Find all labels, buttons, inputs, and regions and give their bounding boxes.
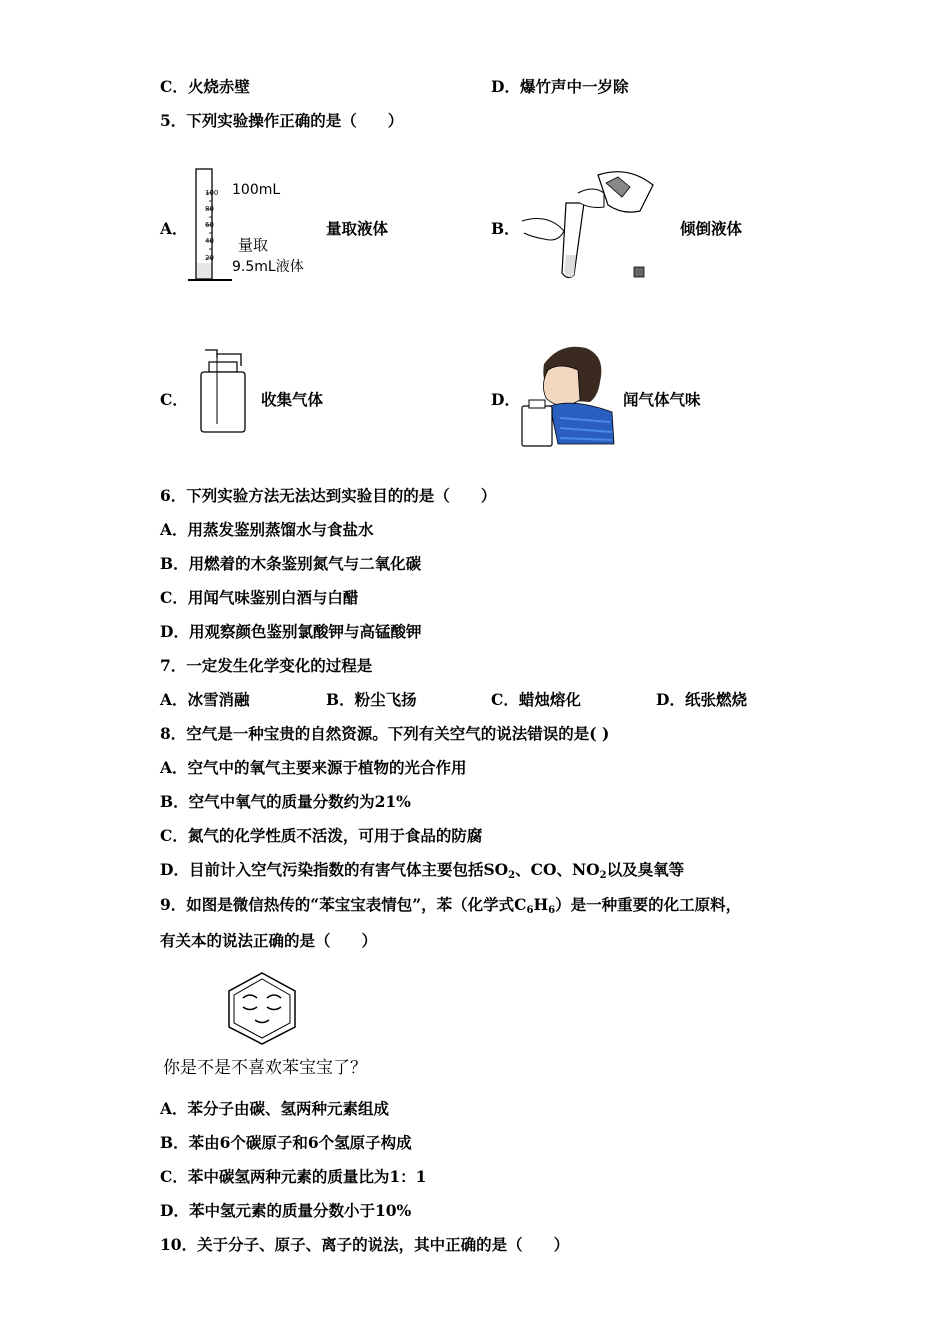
q8-option-b: B．空气中氧气的质量分数约为21% <box>160 792 411 811</box>
q9-emoji-caption: 你是不是不喜欢苯宝宝了？ <box>163 1058 367 1078</box>
q8-d-prefix: D．目前计入空气污染指数的有害气体主要包括SO <box>160 860 509 879</box>
q8-stem: 8．空气是一种宝贵的自然资源。下列有关空气的说法错误的是( ) <box>160 724 610 743</box>
q5-option-d-letter: D． <box>491 390 520 409</box>
q9-stem-sub1: 6 <box>526 905 534 916</box>
q9-stem-line1 <box>160 895 741 921</box>
smelling-gas-figure <box>520 340 615 448</box>
cylinder-measure-label: 量取 <box>238 236 269 254</box>
q8-option-c: C．氮气的化学性质不活泼，可用于食品的防腐 <box>160 826 483 845</box>
q9-option-c: C．苯中碳氢两种元素的质量比为1：1 <box>160 1167 427 1186</box>
pouring-liquid-figure <box>518 163 663 285</box>
q9-option-b: B．苯由6个碳原子和6个氢原子构成 <box>160 1133 412 1152</box>
bottle-body <box>201 372 245 432</box>
q7-option-a: A．冰雪消融 <box>160 690 250 709</box>
tick-label-20: 20 <box>205 254 214 262</box>
q7-option-c: C．蜡烛熔化 <box>491 690 581 709</box>
q7-option-b: B．粉尘飞扬 <box>326 690 417 709</box>
tick-label-40: 40 <box>205 237 214 245</box>
q6-stem: 6．下列实验方法无法达到实验目的的是（ ） <box>160 486 497 505</box>
q9-option-a: A．苯分子由碳、氢两种元素组成 <box>160 1099 390 1118</box>
tick-label-100: 100 <box>205 189 219 197</box>
q8-d-suffix: 以及臭氧等 <box>606 860 685 879</box>
q8-option-a: A．空气中的氧气主要来源于植物的光合作用 <box>160 758 467 777</box>
q5-option-c-letter: C． <box>160 390 188 409</box>
bottle-stopper <box>634 267 644 277</box>
q5-option-b-text: 倾倒液体 <box>680 219 743 238</box>
q6-option-a: A．用蒸发鉴别蒸馏水与食盐水 <box>160 520 374 539</box>
tick-label-60: 60 <box>205 221 214 229</box>
q4-option-d: D．爆竹声中一岁除 <box>491 77 629 96</box>
gas-jar <box>522 406 552 446</box>
gas-collection-bottle-figure <box>195 344 251 436</box>
q9-stem-h: H <box>533 895 549 914</box>
q8-d-sub1: 2 <box>508 870 516 881</box>
cylinder-volume-label: 9.5mL液体 <box>232 259 304 275</box>
q7-stem: 7．一定发生化学变化的过程是 <box>160 656 373 675</box>
q10-stem: 10．关于分子、原子、离子的说法，其中正确的是（ ） <box>160 1235 570 1254</box>
q6-option-c: C．用闻气味鉴别白酒与白醋 <box>160 588 359 607</box>
q5-option-b-letter: B． <box>491 219 520 238</box>
q9-stem-sub2: 6 <box>548 905 556 916</box>
q5-option-c-text: 收集气体 <box>261 390 324 409</box>
q9-stem-suffix: ）是一种重要的化工原料， <box>555 895 742 914</box>
q9-stem-prefix: 9．如图是微信热传的“苯宝宝表情包”，苯（化学式C <box>160 895 527 914</box>
q5-option-a-letter: A． <box>160 219 188 238</box>
inlet-tube <box>205 350 217 358</box>
q6-option-b: B．用燃着的木条鉴别氮气与二氧化碳 <box>160 554 422 573</box>
tick-label-80: 80 <box>205 205 214 213</box>
q9-option-d: D．苯中氢元素的质量分数小于10% <box>160 1201 412 1220</box>
q9-stem-line2: 有关本的说法正确的是（ ） <box>160 931 378 950</box>
hand-left <box>522 219 564 240</box>
q5-option-a-text: 量取液体 <box>326 219 389 238</box>
q8-option-d <box>160 860 684 886</box>
q7-option-d: D．纸张燃烧 <box>656 690 747 709</box>
benzene-hexagon-outer <box>229 973 295 1044</box>
q5-stem: 5．下列实验操作正确的是（ ） <box>160 111 404 130</box>
person-face <box>543 366 580 406</box>
q4-option-c: C．火烧赤壁 <box>160 77 250 96</box>
cylinder-capacity-label: 100mL <box>232 182 281 198</box>
q5-option-d-text: 闻气体气味 <box>623 390 701 409</box>
q8-d-sub2: 2 <box>599 870 607 881</box>
q6-option-d: D．用观察颜色鉴别氯酸钾与高锰酸钾 <box>160 622 422 641</box>
q8-d-mid: 、CO、NO <box>515 860 600 879</box>
cylinder-liquid <box>197 263 211 278</box>
benzene-emoji-figure <box>225 970 299 1046</box>
gas-jar-neck <box>529 400 545 408</box>
bottle-neck <box>209 362 237 372</box>
